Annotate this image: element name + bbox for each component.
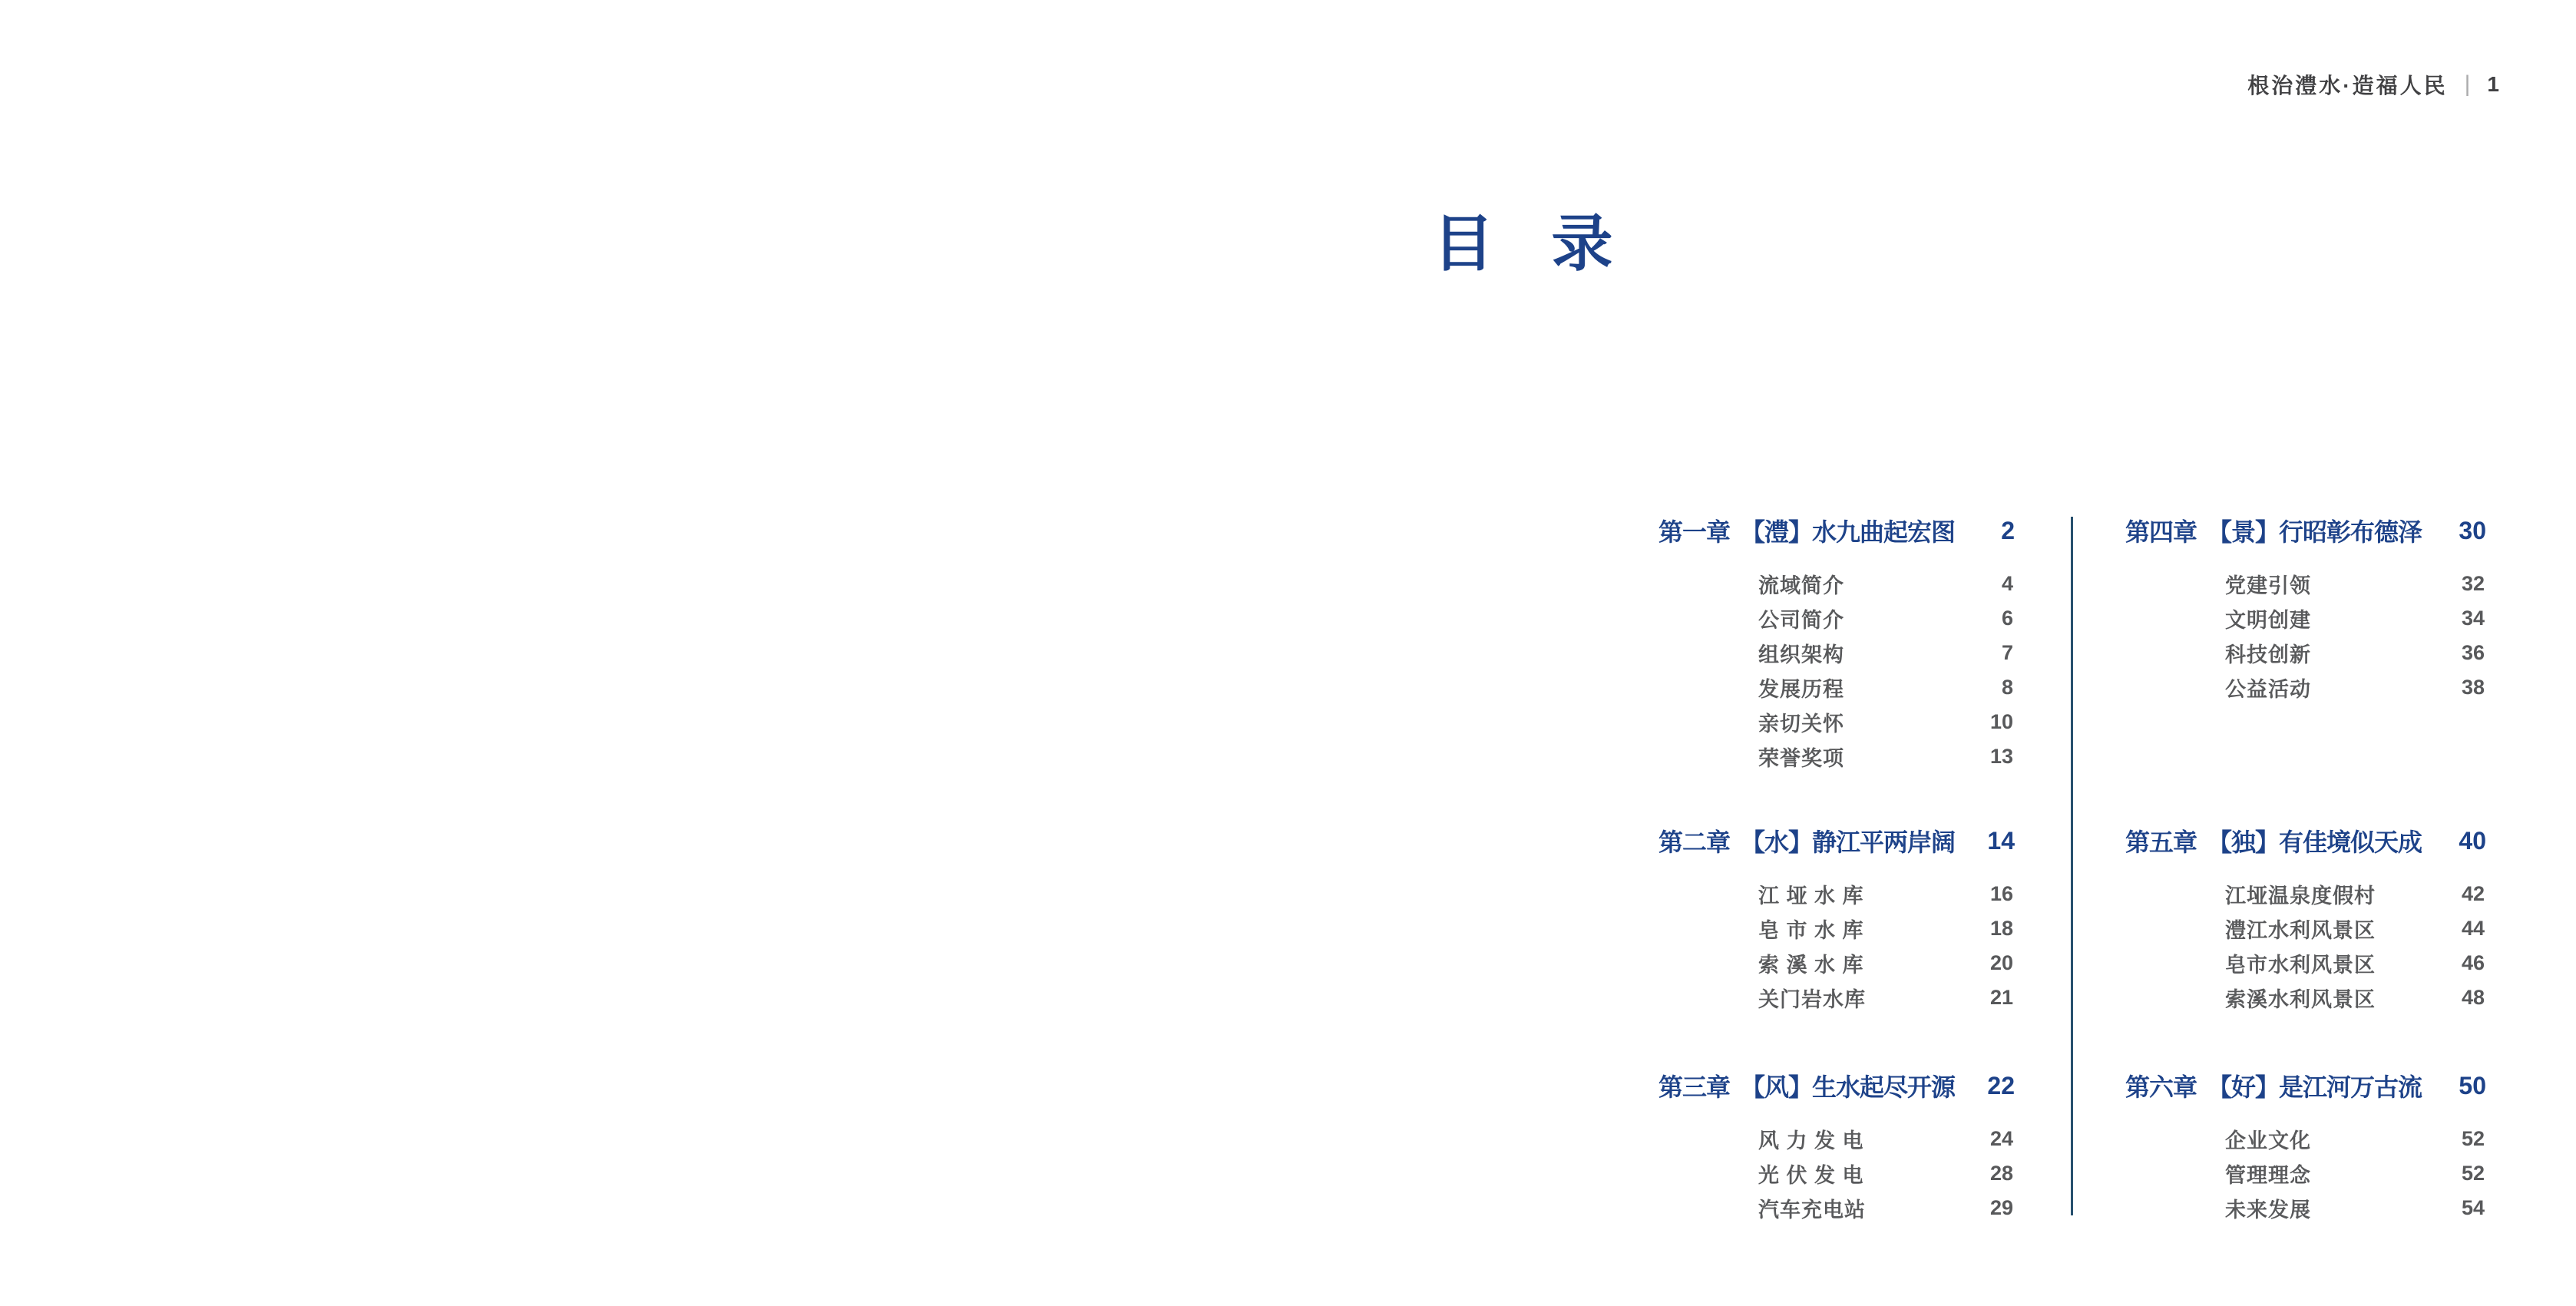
toc-item-page: 6 bbox=[2001, 607, 2013, 630]
chapter-1-items bbox=[1658, 567, 2015, 774]
chapter-4-items bbox=[2125, 567, 2486, 705]
toc-item-page: 13 bbox=[1989, 745, 2013, 768]
toc-item-label: 党建引领 bbox=[2225, 574, 2311, 597]
toc-item bbox=[1758, 980, 2013, 1015]
toc-item-label: 公司简介 bbox=[1758, 609, 1844, 632]
header-separator-bar: | bbox=[2464, 71, 2471, 97]
toc-item bbox=[2225, 877, 2485, 911]
toc-item-label: 荣誉奖项 bbox=[1758, 747, 1844, 770]
toc-item-label: 汽车充电站 bbox=[1758, 1199, 1866, 1222]
toc-item-label: 索 溪 水 库 bbox=[1758, 954, 1864, 977]
toc-item-page: 46 bbox=[2461, 951, 2485, 974]
toc-item bbox=[2225, 946, 2485, 980]
toc-item-label: 风 力 发 电 bbox=[1758, 1129, 1864, 1152]
toc-item bbox=[2225, 601, 2485, 636]
toc-item-label: 关门岩水库 bbox=[1758, 988, 1866, 1011]
chapter-5-heading bbox=[2125, 822, 2486, 859]
chapter-1-page: 2 bbox=[2001, 516, 2015, 544]
chapter-6-label: 第六章 bbox=[2125, 1073, 2197, 1101]
chapter-2-title: 【水】静江平两岸阔 bbox=[1741, 828, 1956, 856]
toc-item-label: 光 伏 发 电 bbox=[1758, 1164, 1864, 1187]
column-divider-line bbox=[2071, 517, 2073, 1215]
chapter-2-items bbox=[1658, 877, 2015, 1015]
toc-item bbox=[2225, 567, 2485, 601]
toc-item-label: 科技创新 bbox=[2225, 643, 2311, 666]
toc-item bbox=[2225, 911, 2485, 946]
toc-item-page: 7 bbox=[2001, 641, 2013, 664]
toc-item-page: 52 bbox=[2461, 1162, 2485, 1185]
toc-item-page: 48 bbox=[2461, 986, 2485, 1009]
toc-item-label: 公益活动 bbox=[2225, 678, 2311, 701]
chapter-4-title: 【景】行昭彰布德泽 bbox=[2207, 518, 2422, 546]
toc-item-page: 54 bbox=[2461, 1196, 2485, 1219]
toc-item-page: 38 bbox=[2461, 676, 2485, 699]
header-page-number: 1 bbox=[2487, 72, 2499, 96]
toc-item-page: 44 bbox=[2461, 917, 2485, 940]
chapter-5-title: 【独】有佳境似天成 bbox=[2207, 828, 2422, 856]
toc-item-page: 24 bbox=[1989, 1127, 2013, 1150]
toc-item-page: 20 bbox=[1989, 951, 2013, 974]
chapter-3-page: 22 bbox=[1987, 1071, 2015, 1099]
toc-item-page: 52 bbox=[2461, 1127, 2485, 1150]
toc-item bbox=[1758, 1122, 2013, 1156]
toc-item bbox=[2225, 636, 2485, 670]
toc-item-label: 管理理念 bbox=[2225, 1164, 2311, 1187]
toc-item-page: 32 bbox=[2461, 572, 2485, 595]
toc-item bbox=[1758, 1156, 2013, 1191]
chapter-4-label: 第四章 bbox=[2125, 518, 2197, 546]
toc-item-page: 4 bbox=[2001, 572, 2013, 595]
toc-item bbox=[2225, 670, 2485, 705]
chapter-6-title: 【好】是江河万古流 bbox=[2207, 1073, 2422, 1101]
chapter-6-heading bbox=[2125, 1067, 2486, 1104]
toc-item-label: 亲切关怀 bbox=[1758, 713, 1844, 736]
toc-item-page: 42 bbox=[2461, 882, 2485, 905]
toc-item-label: 企业文化 bbox=[2225, 1129, 2311, 1152]
toc-item bbox=[1758, 705, 2013, 739]
chapter-3-label: 第三章 bbox=[1658, 1073, 1731, 1101]
toc-item-page: 34 bbox=[2461, 607, 2485, 630]
toc-item-page: 10 bbox=[1989, 710, 2013, 733]
toc-item bbox=[2225, 980, 2485, 1015]
toc-item-page: 21 bbox=[1989, 986, 2013, 1009]
chapter-3-title: 【风】生水起尽开源 bbox=[1741, 1073, 1956, 1101]
toc-column-right bbox=[2125, 0, 2486, 1306]
toc-item bbox=[1758, 911, 2013, 946]
toc-chapter-1 bbox=[1658, 512, 2015, 774]
chapter-6-items bbox=[2125, 1122, 2486, 1225]
toc-item bbox=[1758, 739, 2013, 774]
chapter-5-label: 第五章 bbox=[2125, 828, 2197, 856]
toc-item-label: 发展历程 bbox=[1758, 678, 1844, 701]
toc-item-page: 8 bbox=[2001, 676, 2013, 699]
toc-item bbox=[1758, 670, 2013, 705]
toc-item bbox=[2225, 1122, 2485, 1156]
toc-chapter-2 bbox=[1658, 822, 2015, 1015]
chapter-3-heading bbox=[1658, 1067, 2015, 1104]
toc-item bbox=[2225, 1156, 2485, 1191]
toc-item-label: 澧江水利风景区 bbox=[2225, 919, 2376, 942]
chapter-4-heading bbox=[2125, 512, 2486, 549]
toc-item-label: 江 垭 水 库 bbox=[1758, 884, 1864, 908]
toc-item-page: 28 bbox=[1989, 1162, 2013, 1185]
toc-chapter-4 bbox=[2125, 512, 2486, 705]
header-slogan: 根治澧水·造福人民 bbox=[2247, 74, 2448, 98]
chapter-6-page: 50 bbox=[2459, 1071, 2486, 1099]
toc-item bbox=[1758, 601, 2013, 636]
toc-item-page: 36 bbox=[2461, 641, 2485, 664]
toc-item bbox=[1758, 946, 2013, 980]
toc-chapter-6 bbox=[2125, 1067, 2486, 1225]
chapter-3-items bbox=[1658, 1122, 2015, 1225]
toc-item-label: 索溪水利风景区 bbox=[2225, 988, 2376, 1011]
toc-item-label: 江垭温泉度假村 bbox=[2225, 884, 2376, 908]
toc-item bbox=[2225, 1191, 2485, 1225]
chapter-5-page: 40 bbox=[2459, 826, 2486, 855]
toc-title: 目 录 bbox=[1433, 209, 1621, 278]
toc-item-label: 皂 市 水 库 bbox=[1758, 919, 1864, 942]
toc-chapter-5 bbox=[2125, 822, 2486, 1015]
toc-item bbox=[1758, 567, 2013, 601]
toc-item-label: 文明创建 bbox=[2225, 609, 2311, 632]
chapter-1-heading bbox=[1658, 512, 2015, 549]
chapter-1-title: 【澧】水九曲起宏图 bbox=[1741, 518, 1956, 546]
toc-item-label: 流域简介 bbox=[1758, 574, 1844, 597]
chapter-2-page: 14 bbox=[1987, 826, 2015, 855]
toc-item-label: 未来发展 bbox=[2225, 1199, 2311, 1222]
toc-item-label: 皂市水利风景区 bbox=[2225, 954, 2376, 977]
toc-chapter-3 bbox=[1658, 1067, 2015, 1225]
toc-column-left bbox=[1658, 0, 2015, 1306]
toc-item-page: 16 bbox=[1989, 882, 2013, 905]
chapter-5-items bbox=[2125, 877, 2486, 1015]
toc-item bbox=[1758, 877, 2013, 911]
chapter-2-heading bbox=[1658, 822, 2015, 859]
toc-item-page: 29 bbox=[1989, 1196, 2013, 1219]
chapter-1-label: 第一章 bbox=[1658, 518, 1731, 546]
chapter-2-label: 第二章 bbox=[1658, 828, 1731, 856]
toc-item-page: 18 bbox=[1989, 917, 2013, 940]
toc-item bbox=[1758, 636, 2013, 670]
toc-item-label: 组织架构 bbox=[1758, 643, 1844, 666]
toc-item bbox=[1758, 1191, 2013, 1225]
chapter-4-page: 30 bbox=[2459, 516, 2486, 544]
